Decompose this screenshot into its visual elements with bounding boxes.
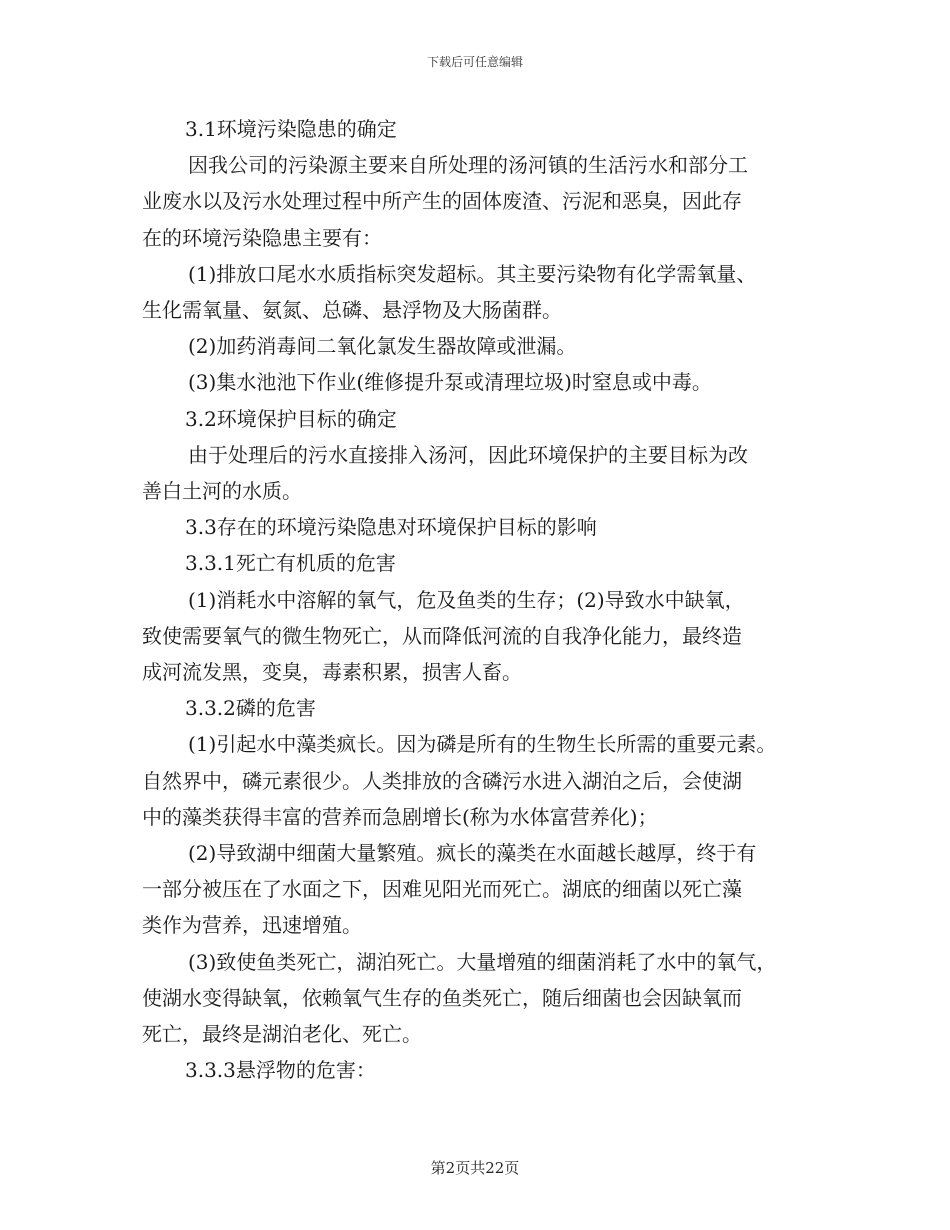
- section-heading: 3.1环境污染隐患的确定: [185, 117, 397, 141]
- paragraph-line: 类作为营养，迅速增殖。: [142, 913, 362, 938]
- paragraph-line: 生化需氧量、氨氮、总磷、悬浮物及大肠菌群。: [142, 298, 562, 323]
- paragraph-line: 一部分被压在了水面之下，因难见阳光而死亡。湖底的细菌以死亡藻: [142, 877, 742, 902]
- section-heading: 3.2环境保护目标的确定: [185, 406, 397, 431]
- paragraph-line: 死亡，最终是湖泊老化、死亡。: [142, 1022, 422, 1047]
- paragraph-line: 中的藻类获得丰富的营养而急剧增长(称为水体富营养化)；: [142, 804, 658, 829]
- paragraph-line: 自然界中，磷元素很少。人类排放的含磷污水进入湖泊之后，会使湖: [142, 768, 742, 793]
- paragraph-line: (2)加药消毒间二氧化氯发生器故障或泄漏。: [188, 334, 577, 359]
- paragraph-line: 致使需要氧气的微生物死亡，从而降低河流的自我净化能力，最终造: [142, 623, 742, 648]
- paragraph-line: 在的环境污染隐患主要有：: [142, 225, 382, 250]
- subsection-heading: 3.3.2磷的危害: [185, 696, 316, 721]
- paragraph-line: (1)引起水中藻类疯长。因为磷是所有的生物生长所需的重要元素。: [188, 732, 777, 757]
- paragraph-line: (1)排放口尾水水质指标突发超标。其主要污染物有化学需氧量、: [188, 261, 757, 286]
- page-header: 下载后可任意编辑: [426, 55, 523, 69]
- paragraph-line: 业废水以及污水处理过程中所产生的固体废渣、污泥和恶臭，因此存: [142, 189, 742, 214]
- subsection-heading: 3.3.3悬浮物的危害：: [185, 1058, 376, 1083]
- paragraph-line: (3)集水池池下作业(维修提升泵或清理垃圾)时窒息或中毒。: [188, 370, 712, 395]
- paragraph-line: 由于处理后的污水直接排入汤河，因此环境保护的主要目标为改: [188, 442, 748, 467]
- paragraph-line: 成河流发黑，变臭，毒素积累，损害人畜。: [142, 660, 522, 685]
- page-footer: 第2页共22页: [430, 1159, 520, 1177]
- paragraph-line: (2)导致湖中细菌大量繁殖。疯长的藻类在水面越长越厚，终于有: [188, 841, 757, 866]
- paragraph-line: (1)消耗水中溶解的氧气，危及鱼类的生存；(2)导致水中缺氧，: [188, 587, 745, 612]
- paragraph-line: 善白土河的水质。: [142, 479, 302, 504]
- subsection-heading: 3.3.1死亡有机质的危害: [185, 551, 396, 576]
- paragraph-line: (3)致使鱼类死亡，湖泊死亡。大量增殖的细菌消耗了水中的氧气，: [188, 949, 777, 974]
- paragraph-line: 使湖水变得缺氧，依赖氧气生存的鱼类死亡，随后细菌也会因缺氧而: [142, 985, 742, 1010]
- section-heading: 3.3存在的环境污染隐患对环境保护目标的影响: [185, 515, 597, 540]
- paragraph-line: 因我公司的污染源主要来自所处理的汤河镇的生活污水和部分工: [188, 153, 748, 178]
- document-body: [142, 111, 828, 1088]
